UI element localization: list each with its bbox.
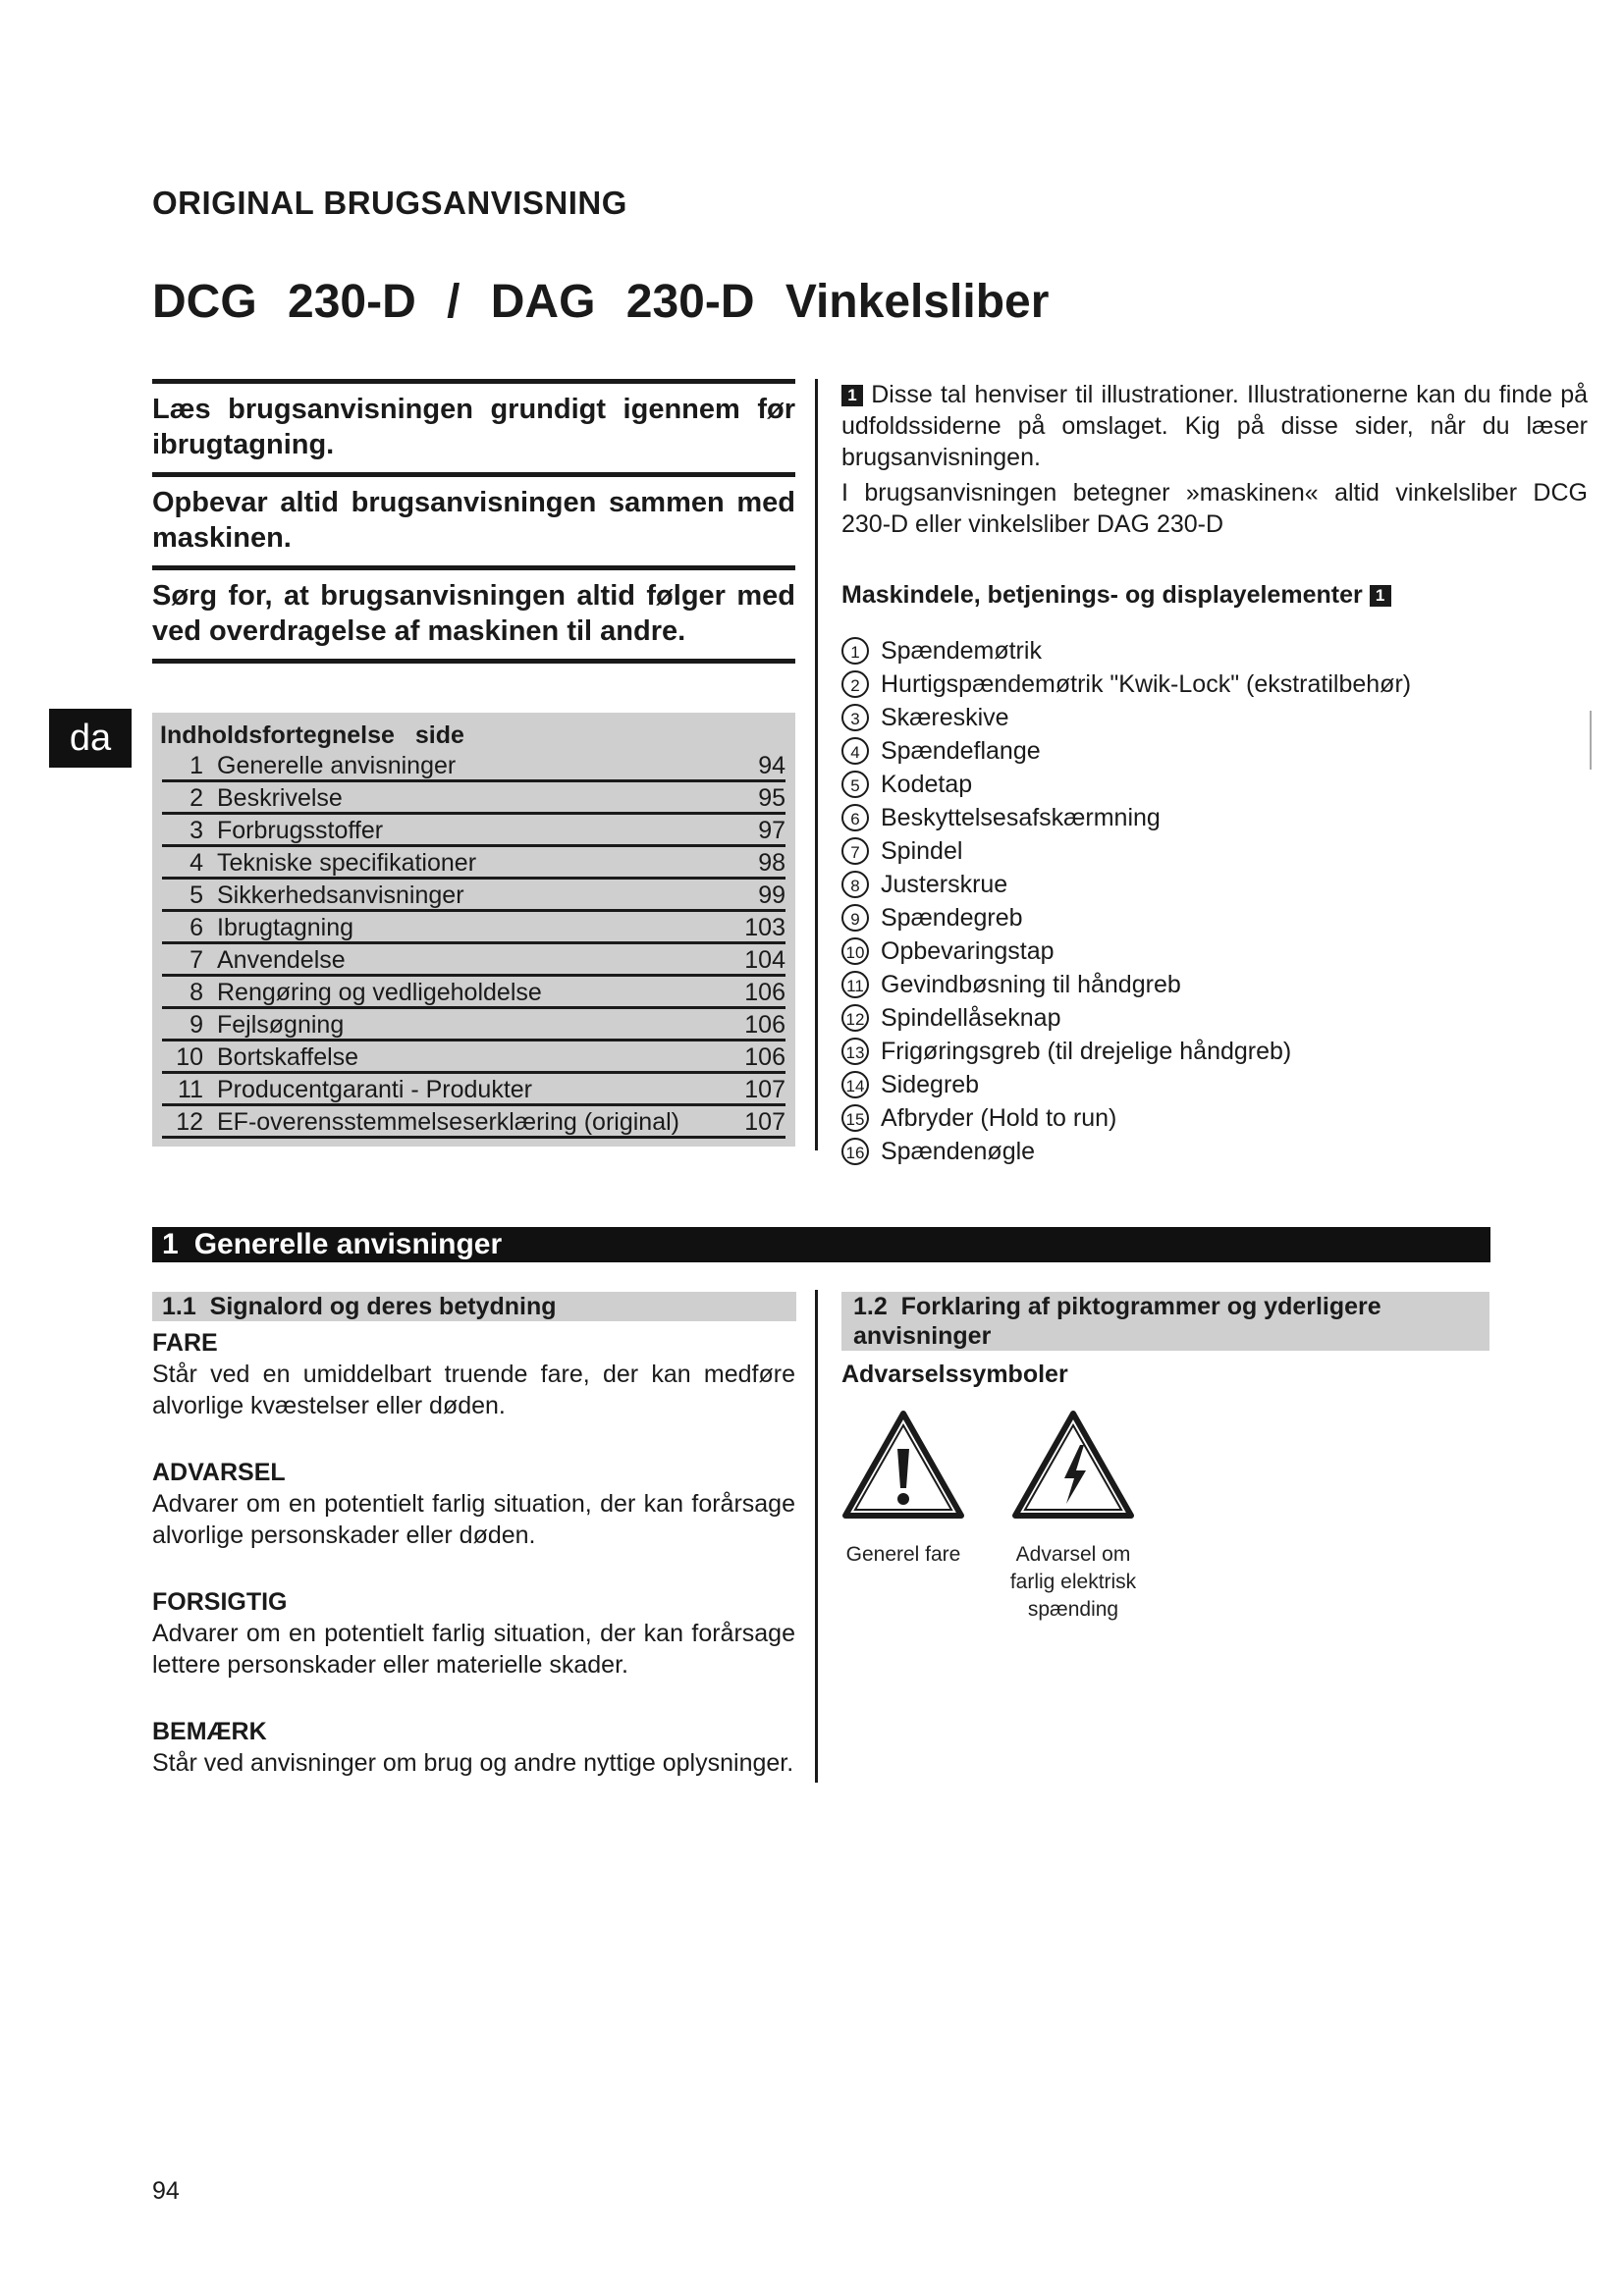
- toc-page: 107: [744, 1108, 785, 1136]
- part-item: [841, 1068, 1588, 1101]
- toc-page: 98: [758, 849, 785, 877]
- circled-number-icon: 5: [841, 771, 869, 798]
- toc-header: [152, 721, 795, 750]
- signal-description: Står ved en umiddelbart truende fare, der kan medføre alvorlige kvæstelser eller døden.: [152, 1361, 795, 1419]
- toc-row: [162, 977, 785, 1009]
- toc-number: 7: [189, 946, 203, 974]
- part-label: Frigøringsgreb (til drejelige håndgreb): [881, 1038, 1292, 1065]
- toc-row: [162, 750, 785, 782]
- table-of-contents: [152, 713, 795, 1147]
- part-item: [841, 968, 1588, 1001]
- part-label: Spændenøgle: [881, 1138, 1036, 1165]
- part-label: Skæreskive: [881, 704, 1009, 731]
- signal-word: FARE: [152, 1329, 218, 1357]
- toc-number: 10: [176, 1043, 203, 1071]
- part-item: [841, 1001, 1588, 1035]
- pictogram-caption: Generel fare: [845, 1543, 961, 1566]
- section-number: 1: [162, 1228, 179, 1260]
- toc-page: 106: [744, 1011, 785, 1039]
- toc-number: 6: [189, 914, 203, 941]
- toc-row: [162, 847, 785, 880]
- toc-row: [162, 1041, 785, 1074]
- part-label: Spændegreb: [881, 904, 1023, 932]
- column-separator: [815, 1290, 818, 1783]
- toc-entry-title: Rengøring og vedligeholdelse: [217, 979, 542, 1006]
- toc-entry-title: Sikkerhedsanvisninger: [217, 881, 464, 909]
- figure-ref-icon: 1: [1370, 585, 1391, 607]
- part-item: [841, 834, 1588, 868]
- part-item: [841, 901, 1588, 934]
- toc-page: 99: [758, 881, 785, 909]
- part-label: Spændeflange: [881, 737, 1041, 765]
- part-item: [841, 868, 1588, 901]
- toc-row: [162, 815, 785, 847]
- part-label: Spændemøtrik: [881, 637, 1042, 665]
- circled-number-icon: 1: [841, 637, 869, 665]
- document-title: DCG 230-D / DAG 230-D Vinkelsliber: [152, 276, 1050, 328]
- parts-heading: [841, 579, 1588, 611]
- notice-block: [152, 379, 795, 664]
- toc-page: 103: [744, 914, 785, 941]
- subsection-number: 1.2: [853, 1293, 888, 1320]
- signal-word: BEMÆRK: [152, 1718, 267, 1745]
- subsection-title: Signalord og deres betydning: [209, 1293, 557, 1320]
- part-item: [841, 1101, 1588, 1135]
- toc-row: [162, 880, 785, 912]
- toc-title: Indholdsfortegnelse: [160, 721, 395, 749]
- circled-number-icon: 7: [841, 837, 869, 865]
- figure-ref-icon: 1: [841, 385, 863, 406]
- toc-number: 11: [178, 1076, 203, 1103]
- part-label: Afbryder (Hold to run): [881, 1104, 1117, 1132]
- pictogram-electric-voltage: [1004, 1410, 1142, 1624]
- part-item: [841, 768, 1588, 801]
- toc-page: 97: [758, 817, 785, 844]
- toc-number: 9: [189, 1011, 203, 1039]
- part-item: [841, 1035, 1588, 1068]
- circled-number-icon: 10: [841, 937, 869, 965]
- circled-number-icon: 14: [841, 1071, 869, 1098]
- toc-page: 94: [758, 752, 785, 779]
- warning-triangle-exclamation-icon: [841, 1410, 965, 1520]
- section-title: Generelle anvisninger: [193, 1228, 503, 1260]
- part-item: [841, 734, 1588, 768]
- circled-number-icon: 8: [841, 871, 869, 898]
- part-item: [841, 1135, 1588, 1168]
- part-label: Beskyttelsesafskærmning: [881, 804, 1161, 831]
- toc-number: 12: [176, 1108, 203, 1136]
- edge-mark: [1590, 711, 1592, 770]
- part-label: Kodetap: [881, 771, 973, 798]
- subsection-heading-1-2: [841, 1292, 1489, 1351]
- notice-read-manual: Læs brugsanvisningen grundigt igennem før ibrugtagning.: [152, 379, 795, 472]
- part-label: Spindellåseknap: [881, 1004, 1061, 1032]
- intro-paragraph: [841, 379, 1588, 473]
- toc-page: 106: [744, 1043, 785, 1071]
- circled-number-icon: 11: [841, 971, 869, 998]
- part-label: Opbevaringstap: [881, 937, 1055, 965]
- pictogram-general-danger: [835, 1410, 972, 1569]
- toc-page: 107: [744, 1076, 785, 1103]
- circled-number-icon: 13: [841, 1038, 869, 1065]
- language-tab: da: [49, 709, 132, 768]
- notice-keep-manual: Opbevar altid brugsanvisningen sammen med maskinen.: [152, 472, 795, 565]
- toc-page: 95: [758, 784, 785, 812]
- intro-text-1: Disse tal henviser til illustrationer. Illustrationerne kan du finde på udfoldssiderne på omslaget. Kig på disse sider, når du læser brugsanvisningen.: [841, 381, 1588, 471]
- toc-row: [162, 944, 785, 977]
- circled-number-icon: 3: [841, 704, 869, 731]
- toc-entry-title: Bortskaffelse: [217, 1043, 359, 1071]
- toc-row: [162, 1074, 785, 1106]
- circled-number-icon: 2: [841, 670, 869, 698]
- toc-row: [162, 1106, 785, 1139]
- part-label: Hurtigspændemøtrik "Kwik-Lock" (ekstratilbehør): [881, 670, 1412, 698]
- toc-row: [162, 912, 785, 944]
- part-label: Gevindbøsning til håndgreb: [881, 971, 1181, 998]
- toc-page-label: side: [414, 721, 464, 749]
- toc-number: 5: [189, 881, 203, 909]
- warning-symbols-heading: Advarselssymboler: [841, 1361, 1068, 1388]
- toc-entry-title: Ibrugtagning: [217, 914, 354, 941]
- parts-heading-text: Maskindele, betjenings- og displayelementer: [841, 581, 1363, 609]
- toc-number: 8: [189, 979, 203, 1006]
- signal-word: FORSIGTIG: [152, 1588, 288, 1616]
- toc-entry-title: Fejlsøgning: [217, 1011, 345, 1039]
- subsection-number: 1.1: [162, 1293, 196, 1320]
- signal-description: Advarer om en potentielt farlig situation, der kan forårsage alvorlige personskader eller døden.: [152, 1490, 795, 1549]
- subsection-heading-1-1: [152, 1292, 796, 1321]
- circled-number-icon: 9: [841, 904, 869, 932]
- toc-number: 2: [189, 784, 203, 812]
- warning-triangle-lightning-icon: [1011, 1410, 1135, 1520]
- toc-entry-title: Forbrugsstoffer: [217, 817, 384, 844]
- column-separator: [815, 379, 818, 1150]
- part-item: [841, 667, 1588, 701]
- intro-text-2: I brugsanvisningen betegner »maskinen« altid vinkelsliber DCG 230-D eller vinkelsliber DAG 230-D: [841, 479, 1588, 538]
- toc-entry-title: Tekniske specifikationer: [217, 849, 477, 877]
- circled-number-icon: 4: [841, 737, 869, 765]
- toc-entry-title: Anvendelse: [217, 946, 346, 974]
- part-item: [841, 701, 1588, 734]
- circled-number-icon: 16: [841, 1138, 869, 1165]
- subsection-title: Forklaring af piktogrammer og yderligere anvisninger: [853, 1293, 1381, 1350]
- page-number: 94: [152, 2177, 180, 2205]
- pictogram-caption: Advarsel om farlig elektrisk spænding: [1009, 1543, 1137, 1621]
- toc-number: 4: [189, 849, 203, 877]
- toc-page: 106: [744, 979, 785, 1006]
- section-heading: [152, 1227, 1490, 1262]
- toc-number: 1: [189, 752, 203, 779]
- signal-description: Advarer om en potentielt farlig situation, der kan forårsage lettere personskader eller materielle skader.: [152, 1620, 795, 1679]
- toc-entry-title: Generelle anvisninger: [217, 752, 457, 779]
- toc-entry-title: Beskrivelse: [217, 784, 343, 812]
- toc-entry-title: EF-overensstemmelseserklæring (original): [217, 1108, 679, 1136]
- part-label: Spindel: [881, 837, 963, 865]
- signal-word: ADVARSEL: [152, 1459, 286, 1486]
- circled-number-icon: 15: [841, 1104, 869, 1132]
- document-label: ORIGINAL BRUGSANVISNING: [152, 185, 627, 221]
- toc-entry-title: Producentgaranti - Produkter: [217, 1076, 533, 1103]
- part-item: [841, 634, 1588, 667]
- toc-row: [162, 1009, 785, 1041]
- notice-pass-on-manual: Sørg for, at brugsanvisningen altid følger med ved overdragelse af maskinen til andre.: [152, 565, 795, 664]
- parts-list: [841, 634, 1588, 1168]
- part-item: [841, 934, 1588, 968]
- right-column: [841, 379, 1588, 1168]
- signal-words: [152, 1327, 795, 1814]
- toc-page: 104: [744, 946, 785, 974]
- toc-row: [162, 782, 785, 815]
- part-label: Sidegreb: [881, 1071, 980, 1098]
- signal-description: Står ved anvisninger om brug og andre nyttige oplysninger.: [152, 1749, 794, 1777]
- part-label: Justerskrue: [881, 871, 1008, 898]
- toc-number: 3: [189, 817, 203, 844]
- circled-number-icon: 6: [841, 804, 869, 831]
- part-item: [841, 801, 1588, 834]
- circled-number-icon: 12: [841, 1004, 869, 1032]
